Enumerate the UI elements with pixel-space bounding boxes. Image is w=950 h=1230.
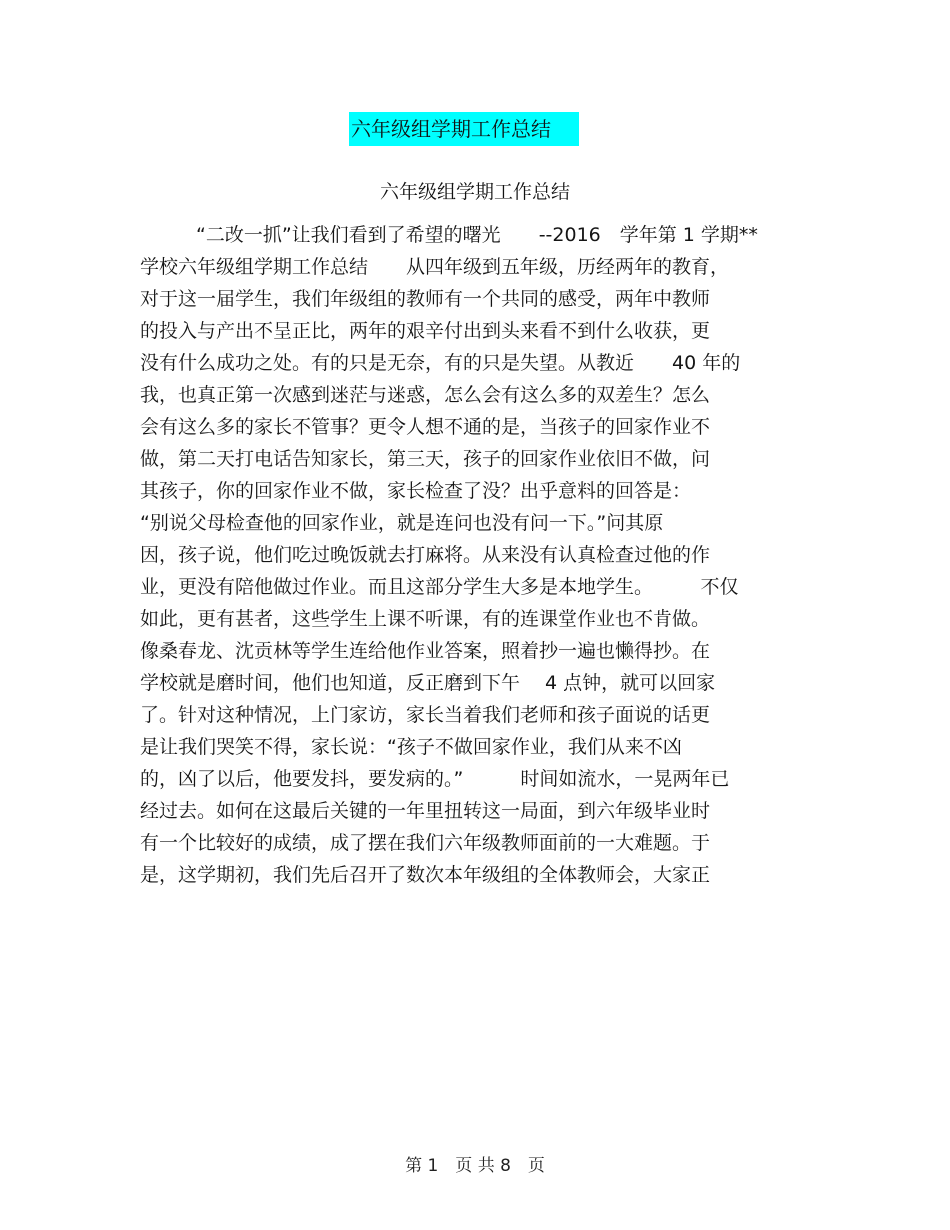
body-line: 有一个比较好的成绩，成了摆在我们六年级教师面前的一大难题。于 (140, 832, 711, 854)
body-line: 其孩子，你的回家作业不做，家长检查了没？出乎意料的回答是： (140, 480, 692, 502)
body-line: 学校就是磨时间，他们也知道，反正磨到下午 4 点钟，就可以回家 (140, 672, 716, 694)
body-line: 的投入与产出不呈正比，两年的艰辛付出到头来看不到什么收获，更 (140, 320, 711, 342)
body-line: 会有这么多的家长不管事？更令人想不通的是，当孩子的回家作业不 (140, 416, 711, 438)
body-line: 业，更没有陪他做过作业。而且这部分学生大多是本地学生。 不仅 (140, 576, 739, 598)
body-line: 没有什么成功之处。有的只是无奈，有的只是失望。从教近 40 年的 (140, 352, 741, 374)
page-number-footer: 第 1 页 共 8 页 (405, 1156, 545, 1176)
body-line: 对于这一届学生，我们年级组的教师有一个共同的感受，两年中教师 (140, 288, 711, 310)
document-subtitle: 六年级组学期工作总结 (379, 181, 570, 203)
body-line: 经过去。如何在这最后关键的一年里扭转这一局面，到六年级毕业时 (140, 800, 711, 822)
body-line: 了。针对这种情况，上门家访，家长当着我们老师和孩子面说的话更 (140, 704, 711, 726)
body-line: 是，这学期初，我们先后召开了数次本年级组的全体教师会，大家正 (140, 864, 711, 886)
body-line: 学校六年级组学期工作总结 从四年级到五年级，历经两年的教育， (140, 256, 730, 278)
body-line: 做，第二天打电话告知家长，第三天，孩子的回家作业依旧不做，问 (140, 448, 711, 470)
body-line: 的，凶了以后，他要发抖，要发病的。” 时间如流水，一晃两年已 (140, 768, 730, 790)
body-line: 我，也真正第一次感到迷茫与迷惑，怎么会有这么多的双差生？怎么 (140, 384, 711, 406)
body-line: 像桑春龙、沈贡林等学生连给他作业答案，照着抄一遍也懒得抄。在 (140, 640, 711, 662)
highlighted-document-title: 六年级组学期工作总结 (349, 112, 579, 146)
body-line: 因，孩子说，他们吃过晚饭就去打麻将。从来没有认真检查过他的作 (140, 544, 711, 566)
body-line: “别说父母检查他的回家作业，就是连问也没有问一下。”问其原 (140, 512, 664, 534)
body-line: 是让我们哭笑不得，家长说：“孩子不做回家作业，我们从来不凶 (140, 736, 682, 758)
body-line: “二改一抓”让我们看到了希望的曙光 --2016 学年第 1 学期** (196, 224, 758, 246)
body-line: 如此，更有甚者，这些学生上课不听课，有的连课堂作业也不肯做。 (140, 608, 711, 630)
